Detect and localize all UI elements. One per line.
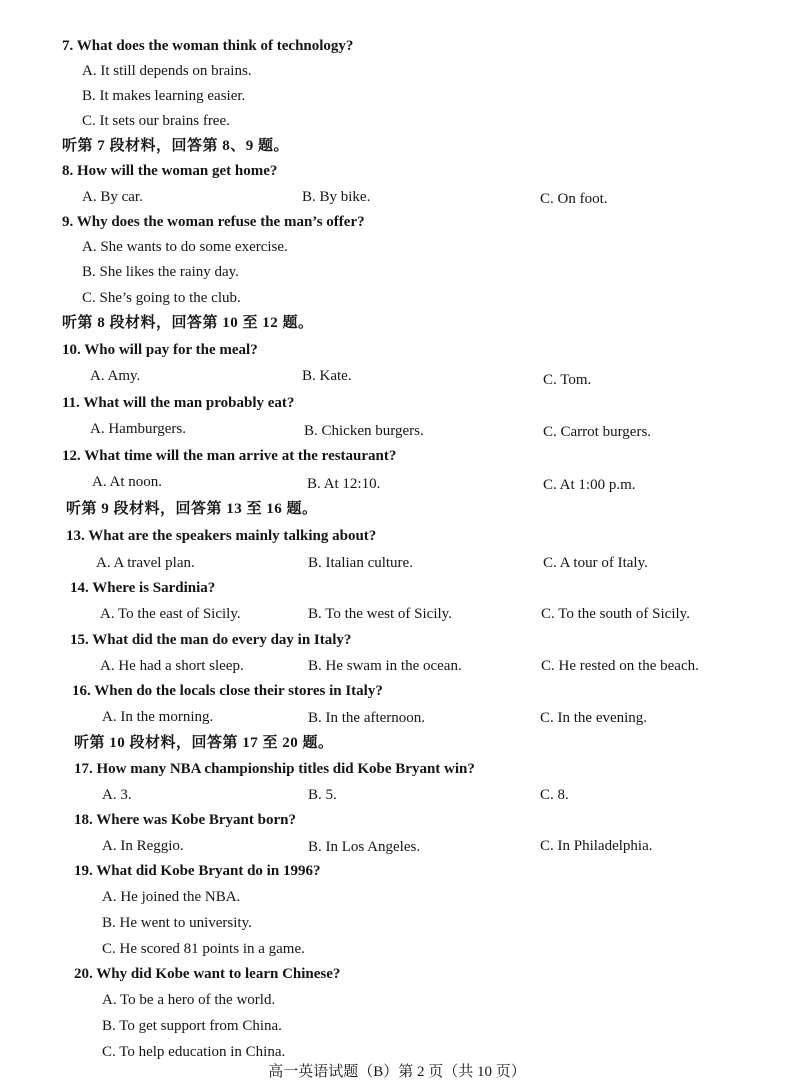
question-8-option-a: A. By car. (82, 189, 143, 205)
question-9-option-a: A. She wants to do some exercise. (82, 239, 288, 255)
question-17-option-c: C. 8. (540, 787, 569, 803)
question-15-option-b: B. He swam in the ocean. (308, 658, 462, 674)
question-7-option-b: B. It makes learning easier. (82, 88, 246, 104)
question-17-option-b: B. 5. (308, 787, 337, 803)
question-13-option-a: A. A travel plan. (96, 555, 195, 571)
question-16-option-a: A. In the morning. (102, 709, 214, 725)
question-8-option-c: C. On foot. (540, 191, 608, 207)
question-19-option-c: C. He scored 81 points in a game. (102, 941, 305, 957)
question-14-option-a: A. To the east of Sicily. (100, 606, 241, 622)
question-19-option-a: A. He joined the NBA. (102, 889, 241, 905)
section-9-instruction: 听第 9 段材料，回答第 13 至 16 题。 (66, 501, 318, 517)
question-20-option-c: C. To help education in China. (102, 1044, 286, 1060)
question-19-stem: 19. What did Kobe Bryant do in 1996? (74, 863, 321, 879)
question-7-option-a: A. It still depends on brains. (82, 63, 252, 79)
question-12-option-b: B. At 12:10. (307, 476, 381, 492)
question-7-stem: 7. What does the woman think of technology? (62, 38, 354, 54)
question-8-option-b: B. By bike. (302, 189, 371, 205)
question-11-option-a: A. Hamburgers. (90, 421, 186, 437)
question-17-stem: 17. How many NBA championship titles did Kobe Bryant win? (74, 761, 475, 777)
question-20-option-a: A. To be a hero of the world. (102, 992, 276, 1008)
question-11-stem: 11. What will the man probably eat? (62, 395, 295, 411)
question-15-option-a: A. He had a short sleep. (100, 658, 244, 674)
question-13-option-b: B. Italian culture. (308, 555, 413, 571)
section-7-instruction: 听第 7 段材料，回答第 8、9 题。 (62, 138, 290, 154)
section-10-instruction: 听第 10 段材料，回答第 17 至 20 题。 (74, 735, 334, 751)
question-15-option-c: C. He rested on the beach. (541, 658, 699, 674)
question-18-option-a: A. In Reggio. (102, 838, 184, 854)
question-10-option-b: B. Kate. (302, 368, 352, 384)
question-16-option-c: C. In the evening. (540, 710, 648, 726)
question-9-stem: 9. Why does the woman refuse the man’s offer? (62, 214, 365, 230)
question-10-option-c: C. Tom. (543, 372, 592, 388)
question-18-option-b: B. In Los Angeles. (308, 839, 421, 855)
question-12-option-c: C. At 1:00 p.m. (543, 477, 636, 493)
question-12-stem: 12. What time will the man arrive at the restaurant? (62, 448, 397, 464)
question-14-stem: 14. Where is Sardinia? (70, 580, 216, 596)
question-12-option-a: A. At noon. (92, 474, 163, 490)
question-19-option-b: B. He went to university. (102, 915, 252, 931)
question-11-option-b: B. Chicken burgers. (304, 423, 424, 439)
question-16-stem: 16. When do the locals close their stores in Italy? (72, 683, 383, 699)
question-13-option-c: C. A tour of Italy. (543, 555, 648, 571)
question-11-option-c: C. Carrot burgers. (543, 424, 652, 440)
question-17-option-a: A. 3. (102, 787, 132, 803)
question-20-stem: 20. Why did Kobe want to learn Chinese? (74, 966, 341, 982)
question-9-option-b: B. She likes the rainy day. (82, 264, 239, 280)
question-16-option-b: B. In the afternoon. (308, 710, 426, 726)
question-7-option-c: C. It sets our brains free. (82, 113, 230, 129)
question-10-stem: 10. Who will pay for the meal? (62, 342, 258, 358)
question-13-stem: 13. What are the speakers mainly talking about? (66, 528, 377, 544)
question-14-option-b: B. To the west of Sicily. (308, 606, 452, 622)
question-9-option-c: C. She’s going to the club. (82, 290, 241, 306)
page-footer: 高一英语试题（B）第 2 页（共 10 页） (268, 1064, 526, 1080)
section-8-instruction: 听第 8 段材料，回答第 10 至 12 题。 (62, 315, 314, 331)
question-10-option-a: A. Amy. (90, 368, 141, 384)
question-8-stem: 8. How will the woman get home? (62, 163, 278, 179)
question-14-option-c: C. To the south of Sicily. (541, 606, 690, 622)
question-18-option-c: C. In Philadelphia. (540, 838, 653, 854)
question-18-stem: 18. Where was Kobe Bryant born? (74, 812, 296, 828)
question-15-stem: 15. What did the man do every day in Italy? (70, 632, 352, 648)
question-20-option-b: B. To get support from China. (102, 1018, 282, 1034)
